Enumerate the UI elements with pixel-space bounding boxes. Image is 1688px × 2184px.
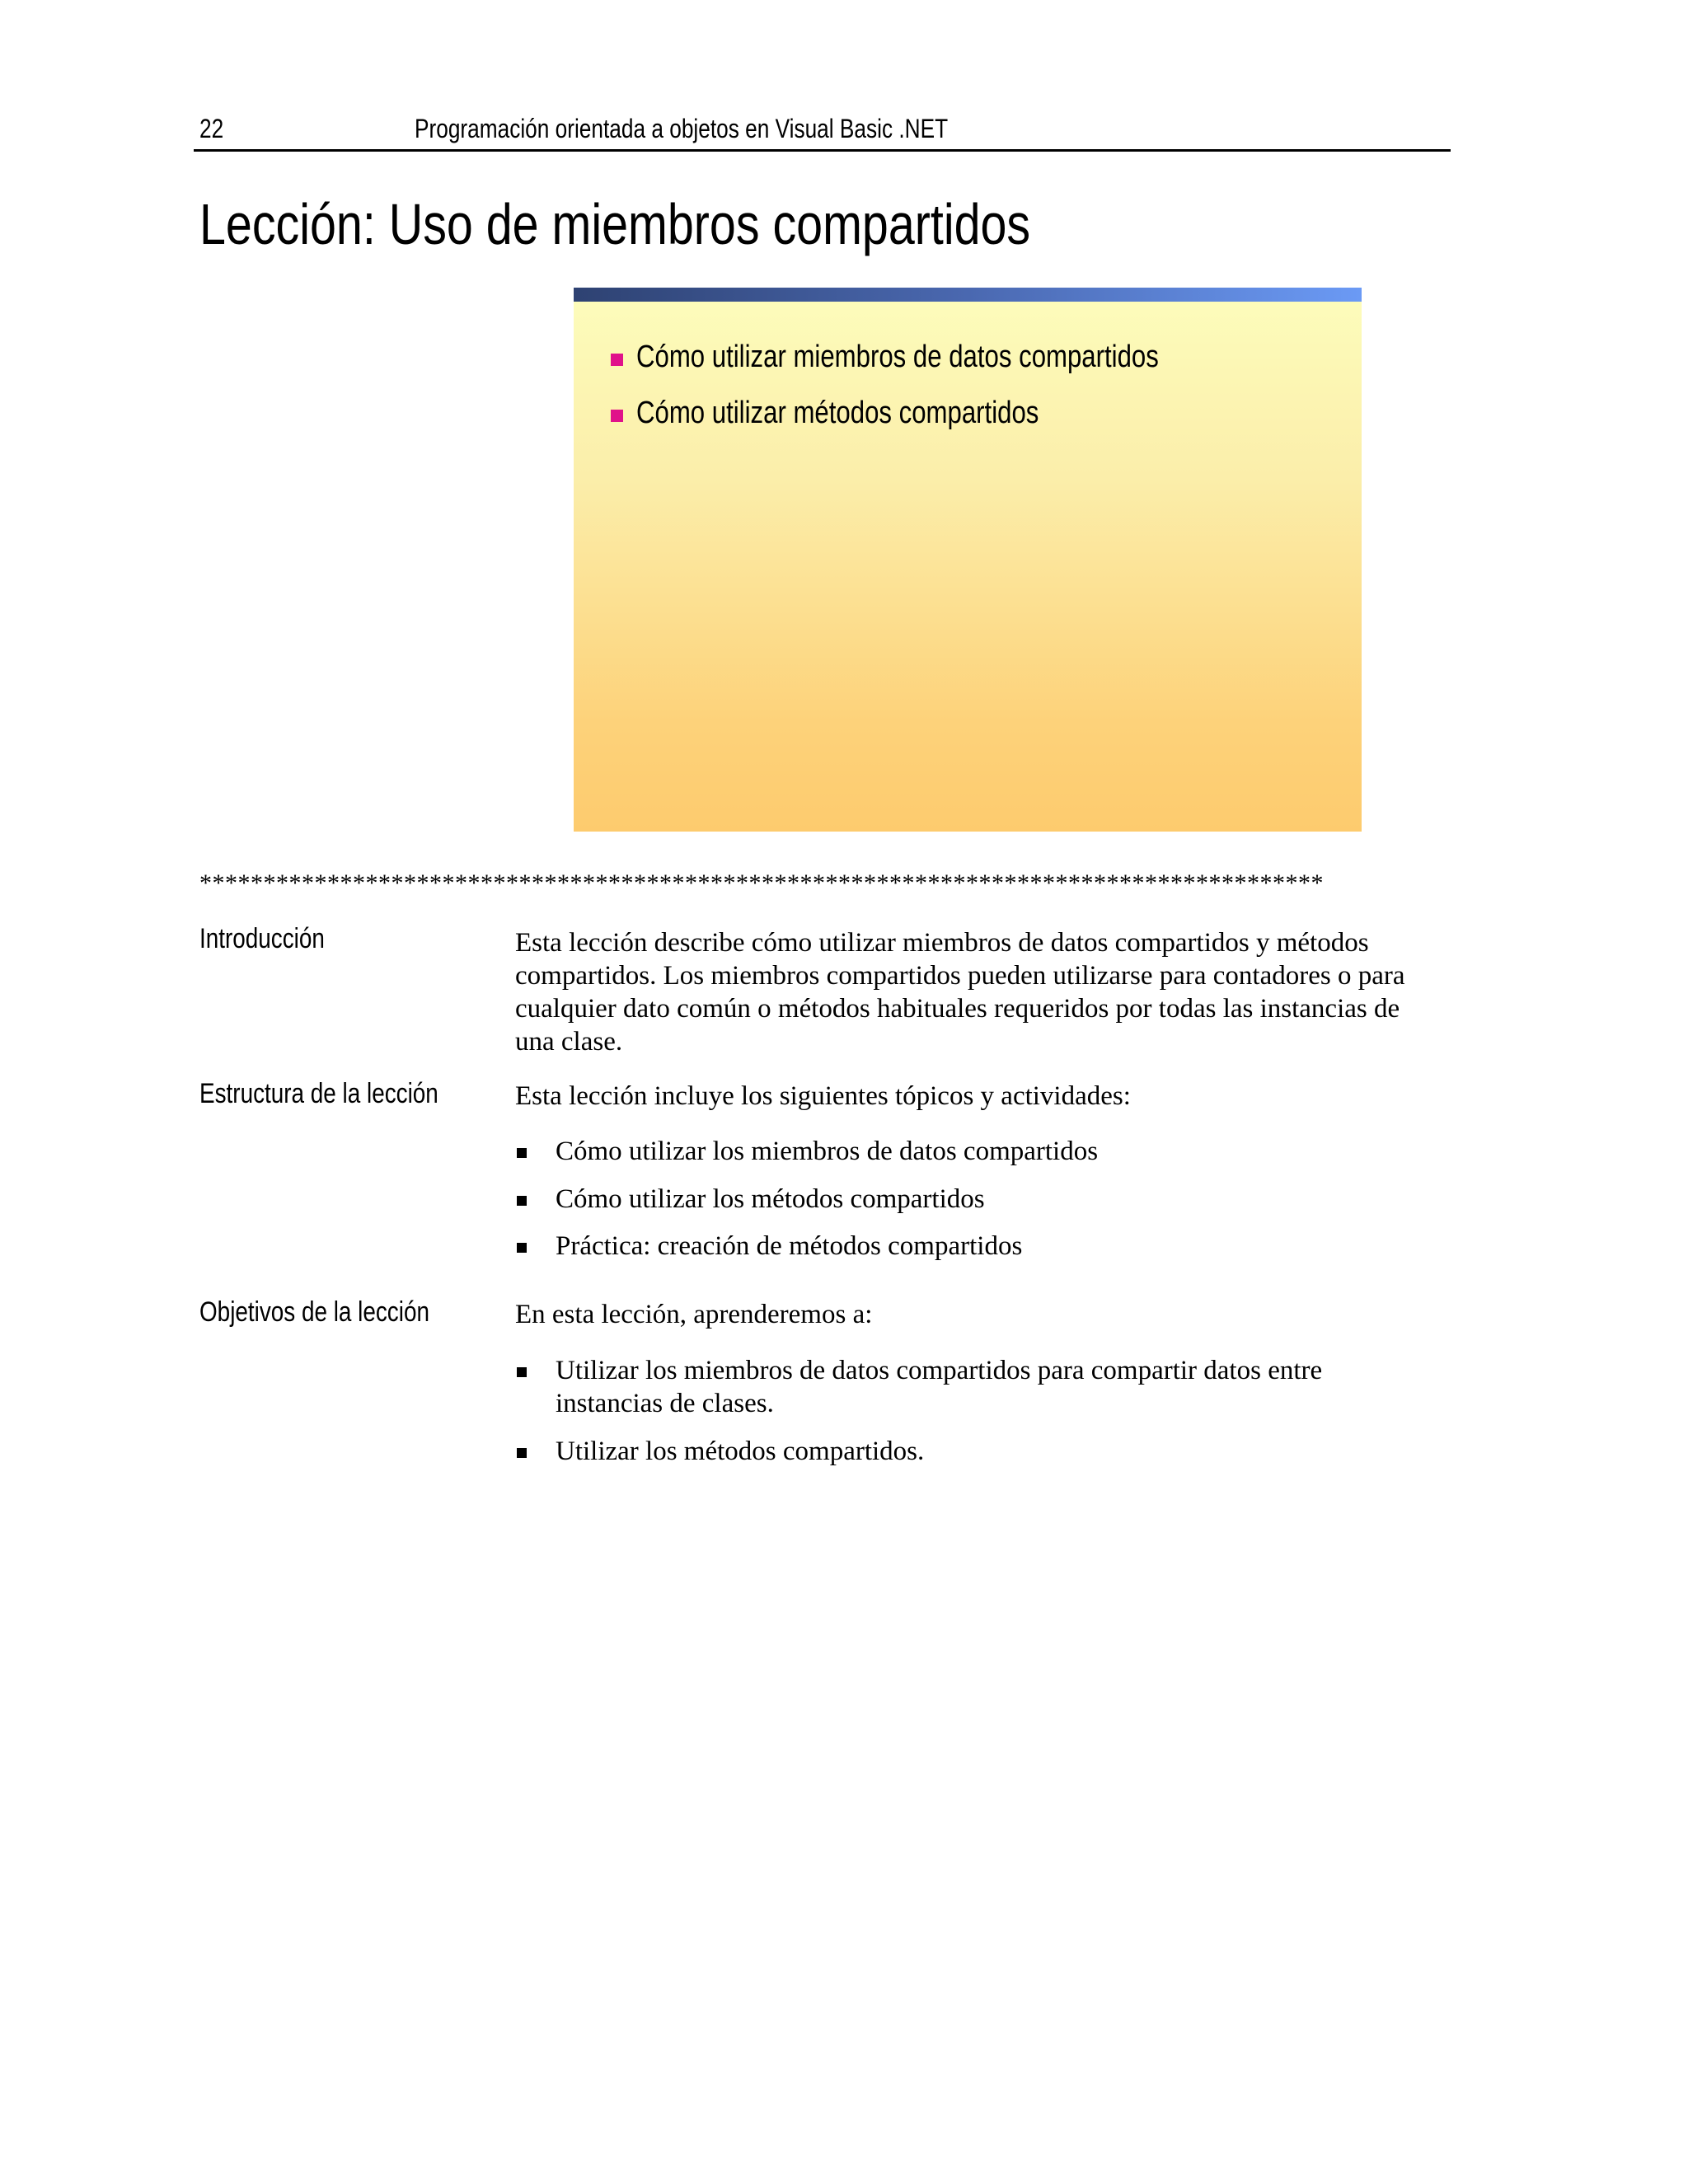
list-item: Cómo utilizar los métodos compartidos bbox=[556, 1184, 985, 1214]
running-header: Programación orientada a objetos en Visual Basic .NET bbox=[415, 114, 949, 143]
slide-image bbox=[574, 288, 1362, 832]
section-label-structure: Estructura de la lección bbox=[199, 1078, 438, 1109]
structure-text: Esta lección incluye los siguientes tópicos y actividades: bbox=[515, 1081, 1131, 1111]
section-label-objectives: Objetivos de la lección bbox=[199, 1296, 429, 1328]
list-item: Práctica: creación de métodos compartidos bbox=[556, 1231, 1023, 1261]
objectives-text: En esta lección, aprenderemos a: bbox=[515, 1300, 873, 1329]
list-item: Utilizar los métodos compartidos. bbox=[556, 1436, 925, 1466]
slide-bullet-text: Cómo utilizar miembros de datos compartidos bbox=[636, 340, 1159, 374]
header-rule bbox=[194, 149, 1451, 152]
slide-title-bar bbox=[574, 288, 1362, 302]
section-label-intro: Introducción bbox=[199, 923, 325, 954]
bullet-icon bbox=[517, 1243, 527, 1253]
page-number: 22 bbox=[199, 114, 224, 143]
slide-bullet-icon bbox=[611, 410, 623, 422]
bullet-icon bbox=[517, 1148, 527, 1158]
bullet-icon bbox=[517, 1196, 527, 1206]
bullet-icon bbox=[517, 1448, 527, 1458]
intro-text: Esta lección describe cómo utilizar miembros de datos compartidos y métodos compartidos. Los miembros compartidos pueden utilizarse para contadores o para cualquier dato común o métodos habituales requeridos por todas las instancias de una clase. bbox=[515, 928, 1405, 1057]
slide-bullet-text: Cómo utilizar métodos compartidos bbox=[636, 396, 1039, 430]
list-item: Utilizar los miembros de datos compartidos para compartir datos entre instancias de clases. bbox=[556, 1356, 1323, 1418]
separator: **************************************************************************************** bbox=[199, 869, 1324, 897]
list-item: Cómo utilizar los miembros de datos compartidos bbox=[556, 1137, 1099, 1166]
bullet-icon bbox=[517, 1367, 527, 1377]
page-title: Lección: Uso de miembros compartidos bbox=[199, 192, 1031, 256]
slide-bullet-icon bbox=[611, 354, 623, 366]
